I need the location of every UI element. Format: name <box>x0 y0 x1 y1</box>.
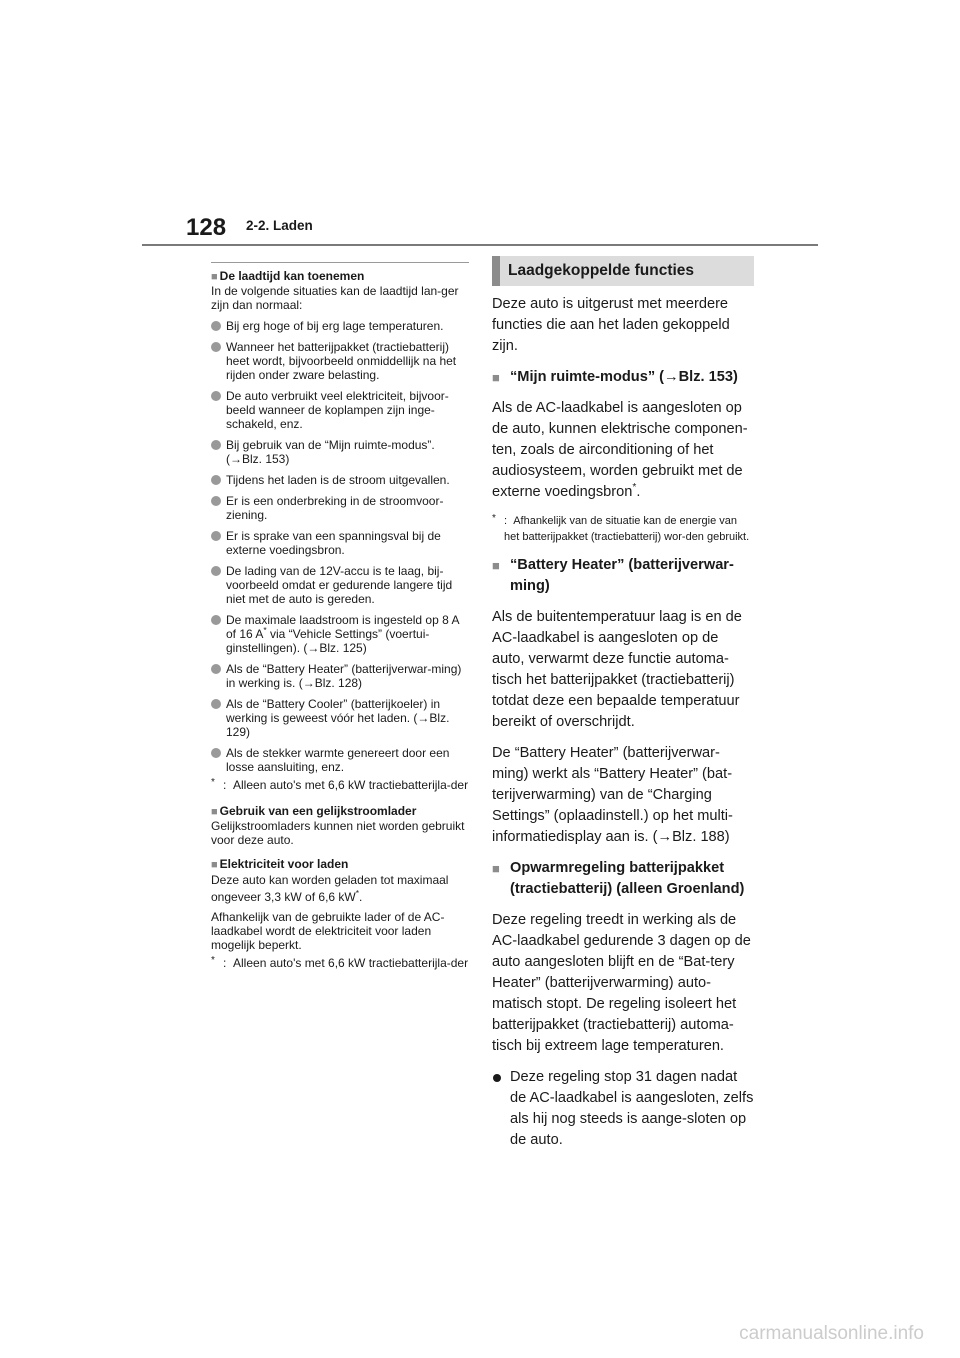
list-item: Als de stekker warmte genereert door een losse aansluiting, enz. <box>211 746 469 774</box>
bullet-dot-icon <box>211 391 221 401</box>
paragraph: De “Battery Heater” (batterijverwar-ming) werkt als “Battery Heater” (bat-terijverwarming) van de “Charging Settings” (oplaadinstell.) op het multi-informatiedisplay aan is. (→Blz. 188) <box>492 745 733 845</box>
bullet-dot-icon <box>211 496 221 506</box>
list-item: Bij gebruik van de “Mijn ruimte-modus”. (→Blz. 153) <box>211 438 469 466</box>
subsection-heading: ■ “Battery Heater” (batterijverwar-ming) <box>492 557 734 594</box>
paragraph: Deze regeling treedt in werking als de AC-laadkabel gedurende 3 dagen op de auto aangesloten blijft en de “Bat-tery Heater” (batterijverwarming) auto-matisch stopt. De regeling isoleert het batterijpakket (tractiebatterij) automa-tisch bij extreem lage temperaturen. <box>492 912 751 1054</box>
square-bullet-icon: ■ <box>211 271 218 283</box>
list-item: Tijdens het laden is de stroom uitgevallen. <box>211 473 469 487</box>
subsection-heading: ■ “Mijn ruimte-modus” (→Blz. 153) <box>492 367 754 388</box>
left-column <box>211 262 469 972</box>
bullet-dot-icon <box>211 475 221 485</box>
footnote-marker: * <box>211 955 215 966</box>
list-item: Bij erg hoge of bij erg lage temperaturen. <box>211 319 469 333</box>
footnote: * : Afhankelijk van de situatie kan de energie van het batterijpakket (tractiebatterij) wor-den gebruikt. <box>492 513 750 543</box>
list-item: De auto verbruikt veel elektriciteit, bijvoor-beeld wanneer de koplampen zijn inge-schakeld, enz. <box>211 389 469 431</box>
subsection-heading: ■ Opwarmregeling batterijpakket (tractiebatterij) (alleen Groenland) <box>492 860 745 897</box>
list-item: Er is een onderbreking in de stroomvoor-ziening. <box>211 494 469 522</box>
list-item: De maximale laadstroom is ingesteld op 8 A of 16 A* via “Vehicle Settings” (voertui-ginstellingen). (→Blz. 125) <box>211 613 469 655</box>
paragraph: Als de AC-laadkabel is aangesloten op de auto, kunnen elektrische componen-ten, zoals de airconditioning of het audiosysteem, worden gebruikt met de externe voedingsbron*. <box>492 400 748 500</box>
section-heading-charging-electricity: ■ Elektriciteit voor laden <box>211 857 349 871</box>
footnote-marker: * <box>263 625 267 635</box>
bullet-dot-icon <box>211 615 221 625</box>
bullet-dot-icon <box>211 748 221 758</box>
list-item: De lading van de 12V-accu is te laag, bij-voorbeeld omdat er gedurende langere tijd niet met de auto is gereden. <box>211 564 469 606</box>
page-number: 128 <box>186 214 227 241</box>
section-text: Gelijkstroomladers kunnen niet worden gebruikt voor deze auto. <box>211 819 465 847</box>
section-text: Afhankelijk van de gebruikte lader of de AC-laadkabel wordt de elektriciteit voor laden mogelijk beperkt. <box>211 910 445 952</box>
list-item: Deze regeling stop 31 dagen nadat de AC-laadkabel is aangesloten, zelfs als hij nog steeds is aange-sloten op de auto. <box>492 1067 754 1151</box>
square-bullet-icon: ■ <box>492 558 500 573</box>
watermark: carmanualsonline.info <box>739 1323 924 1344</box>
list-item: Wanneer het batterijpakket (tractiebatterij) heet wordt, bijvoorbeeld onmiddellijk na het rijden onder zware belasting. <box>211 340 469 382</box>
footnote: * : Alleen auto's met 6,6 kW tractiebatterijla-der <box>211 777 469 794</box>
bullet-dot-icon <box>493 1074 501 1082</box>
bullet-dot-icon <box>211 440 221 450</box>
right-column <box>492 256 754 1151</box>
section-intro: In de volgende situaties kan de laadtijd lan-ger zijn dan normaal: <box>211 284 459 312</box>
section-text: Deze auto kan worden geladen tot maximaal ongeveer 3,3 kW of 6,6 kW*. <box>211 873 449 904</box>
section-banner: Laadgekoppelde functies <box>492 256 754 286</box>
square-bullet-icon: ■ <box>492 861 500 876</box>
list-item: Er is sprake van een spanningsval bij de externe voedingsbron. <box>211 529 469 557</box>
bullet-dot-icon <box>211 566 221 576</box>
header-rule <box>142 244 818 246</box>
section-heading-charging-time: ■ De laadtijd kan toenemen <box>211 269 365 283</box>
footnote-marker: * <box>492 513 496 524</box>
bullet-dot-icon <box>211 699 221 709</box>
square-bullet-icon: ■ <box>211 859 218 871</box>
paragraph: Deze auto is uitgerust met meerdere functies die aan het laden gekoppeld zijn. <box>492 296 730 354</box>
paragraph: Als de buitentemperatuur laag is en de AC-laadkabel is aangesloten op de auto, verwarmt deze functie automa-tisch het batterijpakket (tractiebatterij) totdat deze een bepaalde temperatuur bereikt of overschrijdt. <box>492 609 742 730</box>
footnote: * : Alleen auto's met 6,6 kW tractiebatterijla-der <box>211 955 469 972</box>
section-heading-dc-charger: ■ Gebruik van een gelijkstroomlader <box>211 804 417 818</box>
section-divider <box>211 262 469 263</box>
bullet-dot-icon <box>211 664 221 674</box>
footnote-marker: * <box>632 482 637 494</box>
footnote-marker: * <box>355 888 359 898</box>
square-bullet-icon: ■ <box>492 370 500 385</box>
bullet-dot-icon <box>211 321 221 331</box>
list-item: Als de “Battery Heater” (batterijverwar-ming) in werking is. (→Blz. 128) <box>211 662 469 690</box>
footnote-marker: * <box>211 777 215 788</box>
bullet-dot-icon <box>211 342 221 352</box>
square-bullet-icon: ■ <box>211 806 218 818</box>
list-item: Als de “Battery Cooler” (batterijkoeler) in werking is geweest vóór het laden. (→Blz. 129) <box>211 697 469 739</box>
bullet-dot-icon <box>211 531 221 541</box>
chapter-title: 2-2. Laden <box>246 218 313 233</box>
